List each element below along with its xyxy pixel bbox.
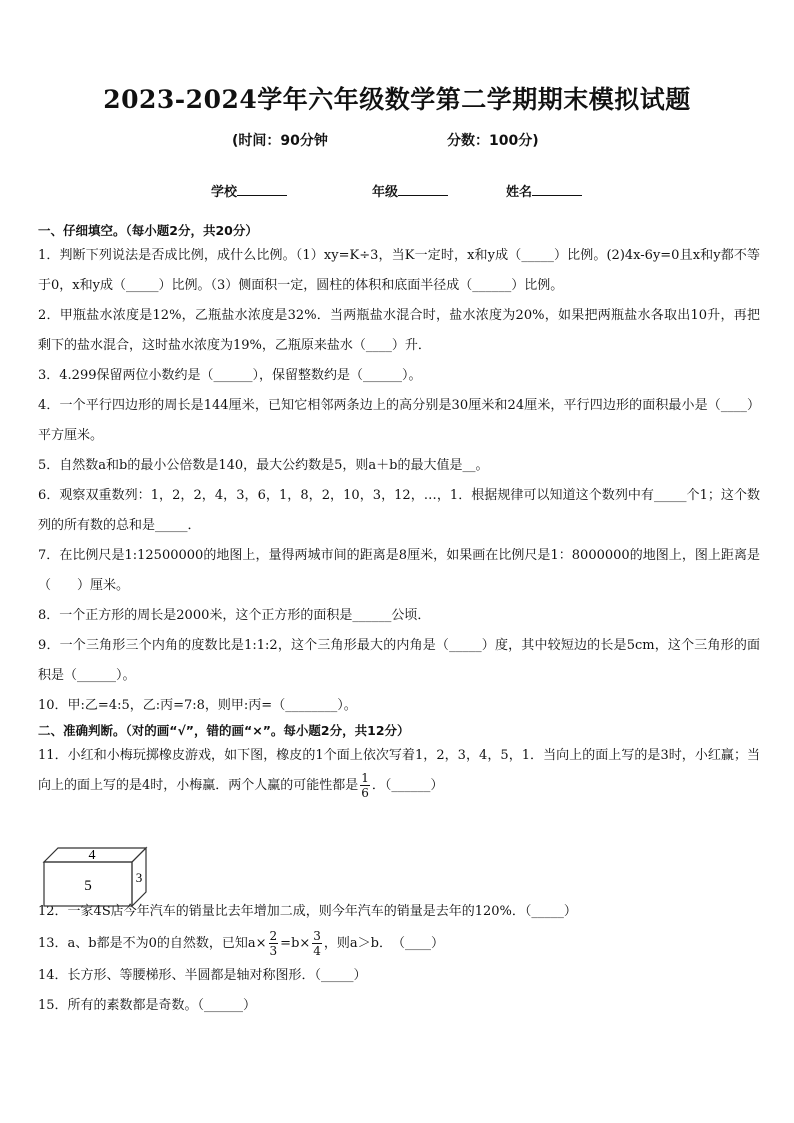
question-13-mid: =b× — [280, 936, 311, 951]
fraction-two-thirds — [269, 929, 279, 958]
eraser-figure — [42, 842, 152, 908]
question-3: 3．4.299保留两位小数约是（______），保留整数约是（______）。 — [38, 368, 422, 383]
total-score: 分数：100分) — [447, 133, 539, 149]
question-9: 9．一个三角形三个内角的度数比是1:1:2，这个三角形最大的内角是（_____）度，其中较短边的长是5cm，这个三角形的面积是（______）。 — [38, 638, 760, 683]
fraction-denominator: 4 — [313, 944, 321, 958]
grade-label: 年级 — [372, 185, 399, 200]
question-13 — [38, 927, 760, 961]
fraction-one-sixth — [360, 771, 370, 800]
section2-heading: 二、准确判断。（对的画“√”，错的画“×”。每小题2分，共12分） — [38, 723, 410, 738]
question-11-text: 11．小红和小梅玩掷橡皮游戏，如下图，橡皮的1个面上依次写着1，2，3，4，5，1．当向上的面上写的是3时，小红赢；当向上的面上写的是4时，小梅赢．两个人赢的可能性都是 — [38, 748, 760, 793]
question-13-end: ，则a＞b． （____） — [323, 936, 444, 951]
question-12: 12．一家4S店今年汽车的销量比去年增加二成，则今年汽车的销量是去年的120%．（_____） — [38, 904, 577, 919]
time-limit: (时间：90分钟 — [232, 133, 328, 149]
question-5: 5．自然数a和b的最小公倍数是140，最大公约数是5，则a＋b的最大值是__。 — [38, 458, 489, 473]
fraction-three-fourths — [312, 929, 322, 958]
name-field[interactable] — [506, 181, 582, 200]
question-13-text: 13．a、b都是不为0的自然数，已知a× — [38, 936, 267, 951]
school-label: 学校 — [211, 185, 238, 200]
question-2: 2．甲瓶盐水浓度是12%，乙瓶盐水浓度是32%．当两瓶盐水混合时，盐水浓度为20%，如果把两瓶盐水各取出10升，再把剩下的盐水混合，这时盐水浓度为19%，乙瓶原来盐水（____）升． — [38, 308, 760, 353]
question-4: 4．一个平行四边形的周长是144厘米，已知它相邻两条边上的高分别是30厘米和24厘米，平行四边形的面积最小是（____）平方厘米。 — [38, 398, 760, 443]
question-11 — [38, 741, 760, 801]
grade-field[interactable] — [372, 181, 448, 200]
question-1: 1．判断下列说法是否成比例，成什么比例。（1）xy=K÷3，当K一定时，x和y成（_____）比例。(2)4x-6y=0且x和y都不等于0，x和y成（_____）比例。（3）侧面积一定，圆柱的体积和底面半径成（______）比例。 — [38, 248, 760, 293]
fraction-denominator: 3 — [269, 944, 278, 958]
page-title: 2023-2024学年六年级数学第二学期期末模拟试题 — [103, 85, 691, 114]
question-10: 10．甲:乙=4:5，乙:丙=7:8，则甲:丙=（________）。 — [38, 698, 357, 713]
side-face-number: 3 — [135, 870, 143, 885]
question-6: 6．观察双重数列：1，2，2，4，3，6，1，8，2，10，3，12，…，1．根据规律可以知道这个数列中有_____个1；这个数列的所有数的总和是_____． — [38, 488, 760, 533]
question-15: 15．所有的素数都是奇数。（______） — [38, 998, 257, 1013]
top-face-number: 4 — [88, 848, 96, 863]
question-7: 7．在比例尺是1:12500000的地图上，量得两城市间的距离是8厘米，如果画在比例尺是1：8000000的地图上，图上距离是（ ）厘米。 — [38, 548, 760, 593]
question-8: 8．一个正方形的周长是2000米，这个正方形的面积是______公顷． — [38, 608, 431, 623]
fraction-numerator: 3 — [313, 929, 321, 943]
question-14: 14．长方形、等腰梯形、半圆都是轴对称图形．（_____） — [38, 968, 367, 983]
school-field[interactable] — [211, 181, 287, 200]
front-face-number: 5 — [84, 878, 92, 894]
fraction-denominator: 6 — [361, 786, 369, 800]
question-11-blank: ．（______） — [371, 778, 444, 793]
cuboid-diagram — [42, 842, 152, 908]
name-label: 姓名 — [506, 185, 533, 200]
fraction-numerator: 1 — [361, 771, 369, 785]
section1-heading: 一、仔细填空。（每小题2分，共20分） — [38, 223, 258, 238]
fraction-numerator: 2 — [269, 929, 278, 943]
